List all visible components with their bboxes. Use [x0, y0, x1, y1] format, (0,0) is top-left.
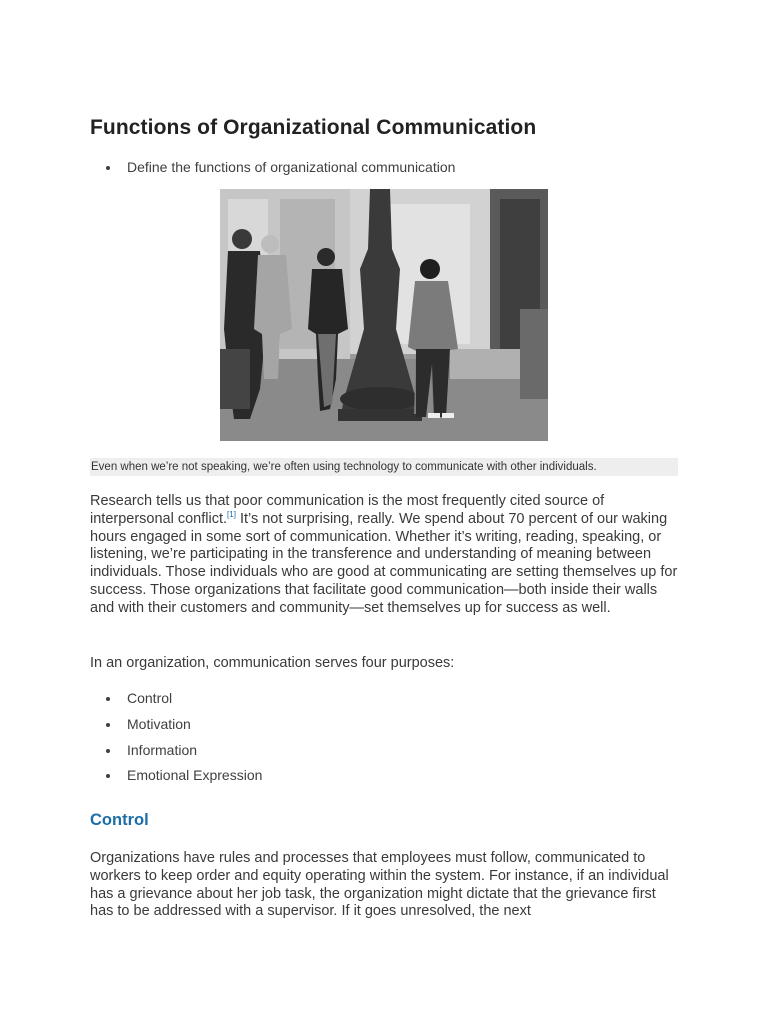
purpose-item: Information: [90, 742, 678, 758]
intro-text-before: Research tells us that poor communication is the most frequently cited source of interpersonal conflict.: [90, 493, 605, 527]
purposes-list: [90, 690, 678, 793]
intro-text-after: It’s not surprising, really. We spend about 70 percent of our waking hours engaged in some sort of communication. Whether it’s writing, reading, speaking, or listening, we’re participating in the transference and understanding of meaning between individuals. Those individuals who are good at communicating are setting themselves up for success. Those organizations that facilitate good communication—both inside their walls and with their customers and community—set themselves up for success as well.: [90, 510, 678, 616]
purpose-item: Control: [90, 690, 678, 706]
learning-objectives: [90, 159, 678, 175]
figure-caption: Even when we’re not speaking, we’re often using technology to communicate with other individuals.: [90, 458, 678, 476]
control-paragraph: Organizations have rules and processes that employees must follow, communicated to workers to keep order and equity operating within the system. For instance, if an individual has a grievance about her job task, the organization might dictate that the grievance first has to be addressed with a supervisor. If it goes unresolved, the next: [90, 850, 669, 920]
photo-people-phones: [220, 189, 548, 441]
footnote-link[interactable]: [1]: [227, 509, 236, 519]
section-heading-control: Control: [90, 811, 149, 829]
objective-item: Define the functions of organizational communication: [90, 159, 678, 175]
intro-paragraph: [90, 493, 678, 618]
purpose-item: Emotional Expression: [90, 767, 678, 783]
photo-illustration-icon: [220, 189, 548, 441]
purposes-intro: In an organization, communication serves four purposes:: [90, 655, 455, 671]
page-title: Functions of Organizational Communication: [90, 116, 537, 139]
purpose-item: Motivation: [90, 716, 678, 732]
